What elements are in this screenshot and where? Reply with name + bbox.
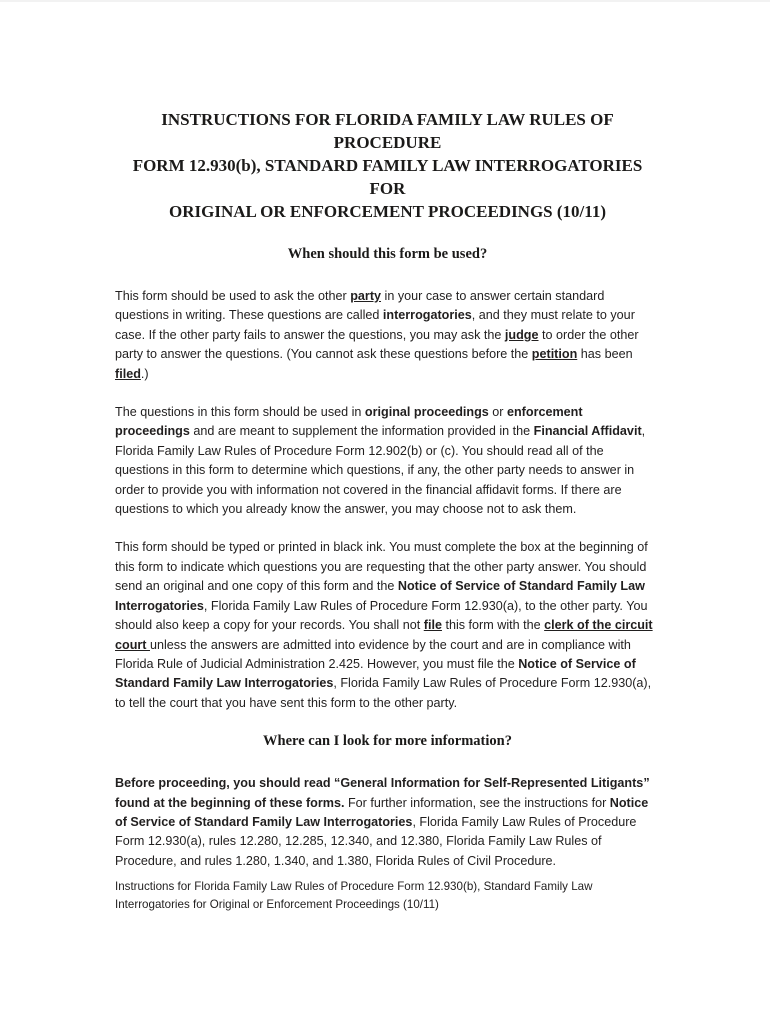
text-run: party [350,289,382,303]
text-run: clerk of the circuit court [115,618,653,652]
text-run: in your case to answer certain standard questions in writing. These questions are called [115,289,605,323]
text-run: filed [115,366,141,381]
text-run: , and they must relate to your case. If the other party fails to answer the questions, you may ask the [115,308,635,342]
title-line-2: FORM 12.930(b), STANDARD FAMILY LAW INTERROGATORIES FOR [132,156,643,198]
text-run: petition [531,347,578,362]
section-when-should-this-form-be-used [115,245,660,713]
text-run: judge [504,327,539,342]
paragraph [115,403,660,519]
text-run: or [488,405,507,420]
document-title [115,108,660,223]
text-run: .) [140,366,149,381]
text-run: has been [577,347,633,362]
text-run: Financial Affidavit [533,424,642,439]
text-run: Notice of Service of Standard Family Law Interrogatories [115,656,636,691]
text-run: and are meant to supplement the information provided in the [189,424,534,439]
text-run: interrogatories [382,308,472,323]
section-more-information [115,732,660,871]
text-run: Notice [609,795,649,810]
text-run: , Florida Family Law Rules of Procedure Form 12.930(a), to tell the court that you have sent this form to the other party. [115,676,652,710]
text-run: For further information, see the instructions for [344,795,610,810]
paragraph [115,287,660,384]
document-footer: Instructions for Florida Family Law Rules of Procedure Form 12.930(b), Standard Family Law Interrogatories for Original or Enforcement Proceedings (10/11) [115,880,593,911]
text-run: , Florida Family Law Rules of Procedure Form 12.930(a), to the other party. You should also keep a copy for your records. You shall not [115,598,648,633]
text-run: , Florida Family Law Rules of Procedure Form 12.902(b) or (c). You should read all of the questions in this form to determine which questions, if any, the other party needs to answer in order to provide you with information not covered in the financial affidavit forms. If there are questions to which you already know the answer, you may choose not to ask them. [115,424,646,517]
text-run: Notice of Service of Standard Family Law Interrogatories [115,579,645,613]
text-run: Before proceeding, you should read “General Information for Self-Represented Litigants” found at the beginning of these forms. [115,776,650,810]
text-run: , Florida Family Law Rules of Procedure Form 12.930(a), rules 12.280, 12.285, 12.340, and 12.380, Florida Family Law Rules of Procedure, and rules 1.280, 1.340, and 1.380, Florida Rules of Civil Procedure. [115,814,637,868]
section-heading-when-used: When should this form be used? [287,246,488,262]
text-run: unless the answers are admitted into evidence by the court and are in compliance with Florida Rule of Judicial Administration 2.425. However, you must file the [115,637,631,671]
text-run: of Service of Standard Family Law Interrogatories [115,814,413,829]
text-run: The questions in this form should be used in [115,405,365,420]
title-line-1: INSTRUCTIONS FOR FLORIDA FAMILY LAW RULES OF PROCEDURE [161,110,614,152]
text-run: enforcement proceedings [115,405,583,439]
paragraph [115,538,660,713]
text-run: this form with the [441,618,545,633]
paragraph [115,774,660,871]
title-line-3: ORIGINAL OR ENFORCEMENT PROCEEDINGS (10/11) [168,202,606,221]
text-run: This form should be used to ask the other [115,289,351,303]
text-run: original proceedings [364,405,489,420]
text-run: to order the other party to answer the questions. (You cannot ask these questions before the [115,327,639,362]
text-run: file [423,618,442,633]
text-run: This form should be typed or printed in black ink. You must complete the box at the beginning of this form to indicate which questions you are requesting that the other party answer. You should send an original and one copy of this form and the [115,540,648,594]
section-heading-more-information: Where can I look for more information? [263,733,512,750]
